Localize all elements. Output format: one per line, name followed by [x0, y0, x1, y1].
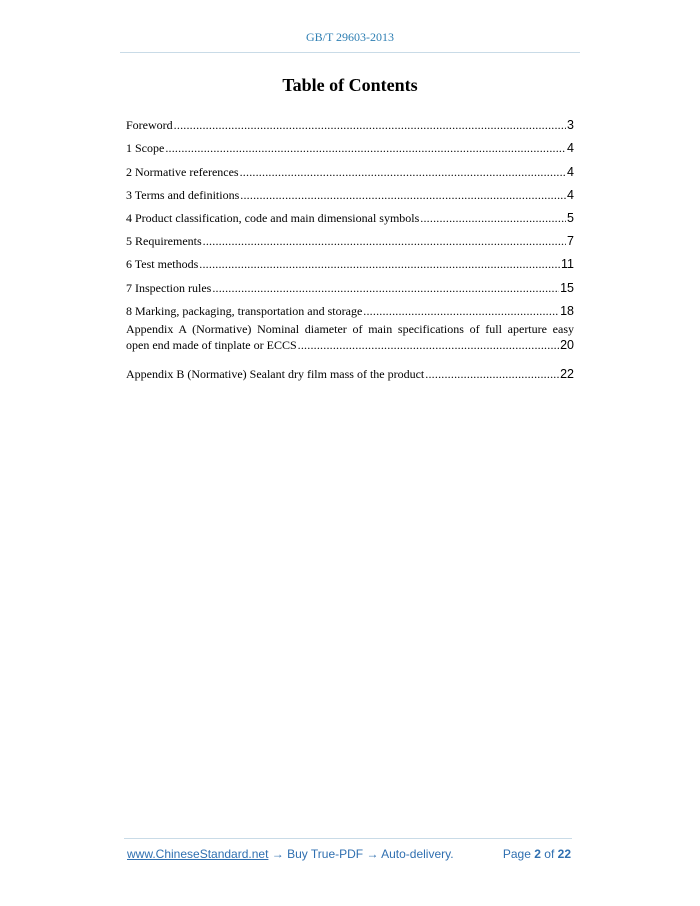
- toc-leader-dots: [199, 257, 560, 272]
- toc-entry-page: 22: [560, 366, 574, 381]
- toc-entry-normative-references[interactable]: [126, 156, 574, 179]
- toc-leader-dots: [212, 281, 559, 296]
- page-total: 22: [557, 847, 571, 861]
- page-number: [503, 847, 571, 861]
- toc-entry-page: 18: [560, 303, 574, 318]
- toc-leader-dots: [240, 165, 566, 180]
- toc-entry-requirements[interactable]: [126, 226, 574, 249]
- toc-entry-page: 15: [560, 280, 574, 295]
- toc-entry-appendix-a[interactable]: [126, 321, 574, 353]
- toc-entry-page: 4: [567, 187, 574, 202]
- toc-entry-appendix-b[interactable]: [126, 359, 574, 382]
- toc-entry-label: 1 Scope: [126, 141, 165, 156]
- toc-leader-dots: [165, 141, 566, 156]
- toc-entry-product-classification[interactable]: [126, 203, 574, 226]
- toc-entry-foreword[interactable]: [126, 110, 574, 133]
- document-header: GB/T 29603-2013: [305, 30, 395, 44]
- toc-entry-label: Appendix B (Normative) Sealant dry film mass of the product: [126, 366, 425, 381]
- page-title: Table of Contents: [282, 75, 418, 95]
- toc-entry-label: 5 Requirements: [126, 234, 202, 249]
- footer-promo: [127, 847, 454, 861]
- footer-divider: [124, 838, 572, 839]
- toc-leader-dots: [298, 337, 559, 353]
- toc-entry-terms-definitions[interactable]: [126, 180, 574, 203]
- page-prefix: Page: [502, 847, 531, 861]
- toc-entry-label: 3 Terms and definitions: [126, 187, 240, 202]
- toc-entry-label: 8 Marking, packaging, transportation and storage: [126, 303, 363, 318]
- page-of: of: [544, 847, 555, 861]
- toc-leader-dots: [420, 211, 566, 226]
- toc-entry-label: 7 Inspection rules: [126, 280, 212, 295]
- table-of-contents: [126, 110, 574, 382]
- toc-leader-dots: [363, 304, 559, 319]
- toc-entry-label-line2: open end made of tinplate or ECCS: [126, 337, 297, 352]
- toc-leader-dots: [203, 234, 566, 249]
- header-divider: [120, 52, 580, 53]
- toc-entry-label-line1: Appendix A (Normative) Nominal diameter of main specifications of full aperture easy: [126, 321, 574, 336]
- site-link[interactable]: www.ChineseStandard.net: [127, 847, 269, 861]
- toc-leader-dots: [174, 118, 566, 133]
- toc-entry-inspection-rules[interactable]: [126, 272, 574, 295]
- toc-entry-label: 4 Product classification, code and main dimensional symbols: [126, 210, 420, 225]
- toc-entry-page: 4: [567, 164, 574, 179]
- toc-entry-test-methods[interactable]: [126, 249, 574, 272]
- toc-entry-page: 3: [567, 118, 574, 133]
- toc-entry-page: 11: [561, 257, 574, 272]
- toc-leader-dots: [425, 367, 559, 382]
- page-current: 2: [534, 847, 541, 861]
- page-footer: [127, 847, 571, 861]
- toc-entry-scope[interactable]: [126, 133, 574, 156]
- toc-entry-label: 2 Normative references: [126, 164, 239, 179]
- toc-entry-label: Foreword: [126, 118, 173, 133]
- toc-entry-page: 4: [567, 141, 574, 156]
- toc-entry-page: 5: [567, 210, 574, 225]
- toc-leader-dots: [240, 188, 566, 203]
- toc-entry-page: 20: [560, 337, 574, 352]
- toc-entry-label: 6 Test methods: [126, 257, 199, 272]
- toc-entry-marking-packaging[interactable]: [126, 296, 574, 319]
- footer-tagline: → Buy True-PDF → Auto-delivery.: [268, 847, 454, 861]
- toc-entry-page: 7: [567, 234, 574, 249]
